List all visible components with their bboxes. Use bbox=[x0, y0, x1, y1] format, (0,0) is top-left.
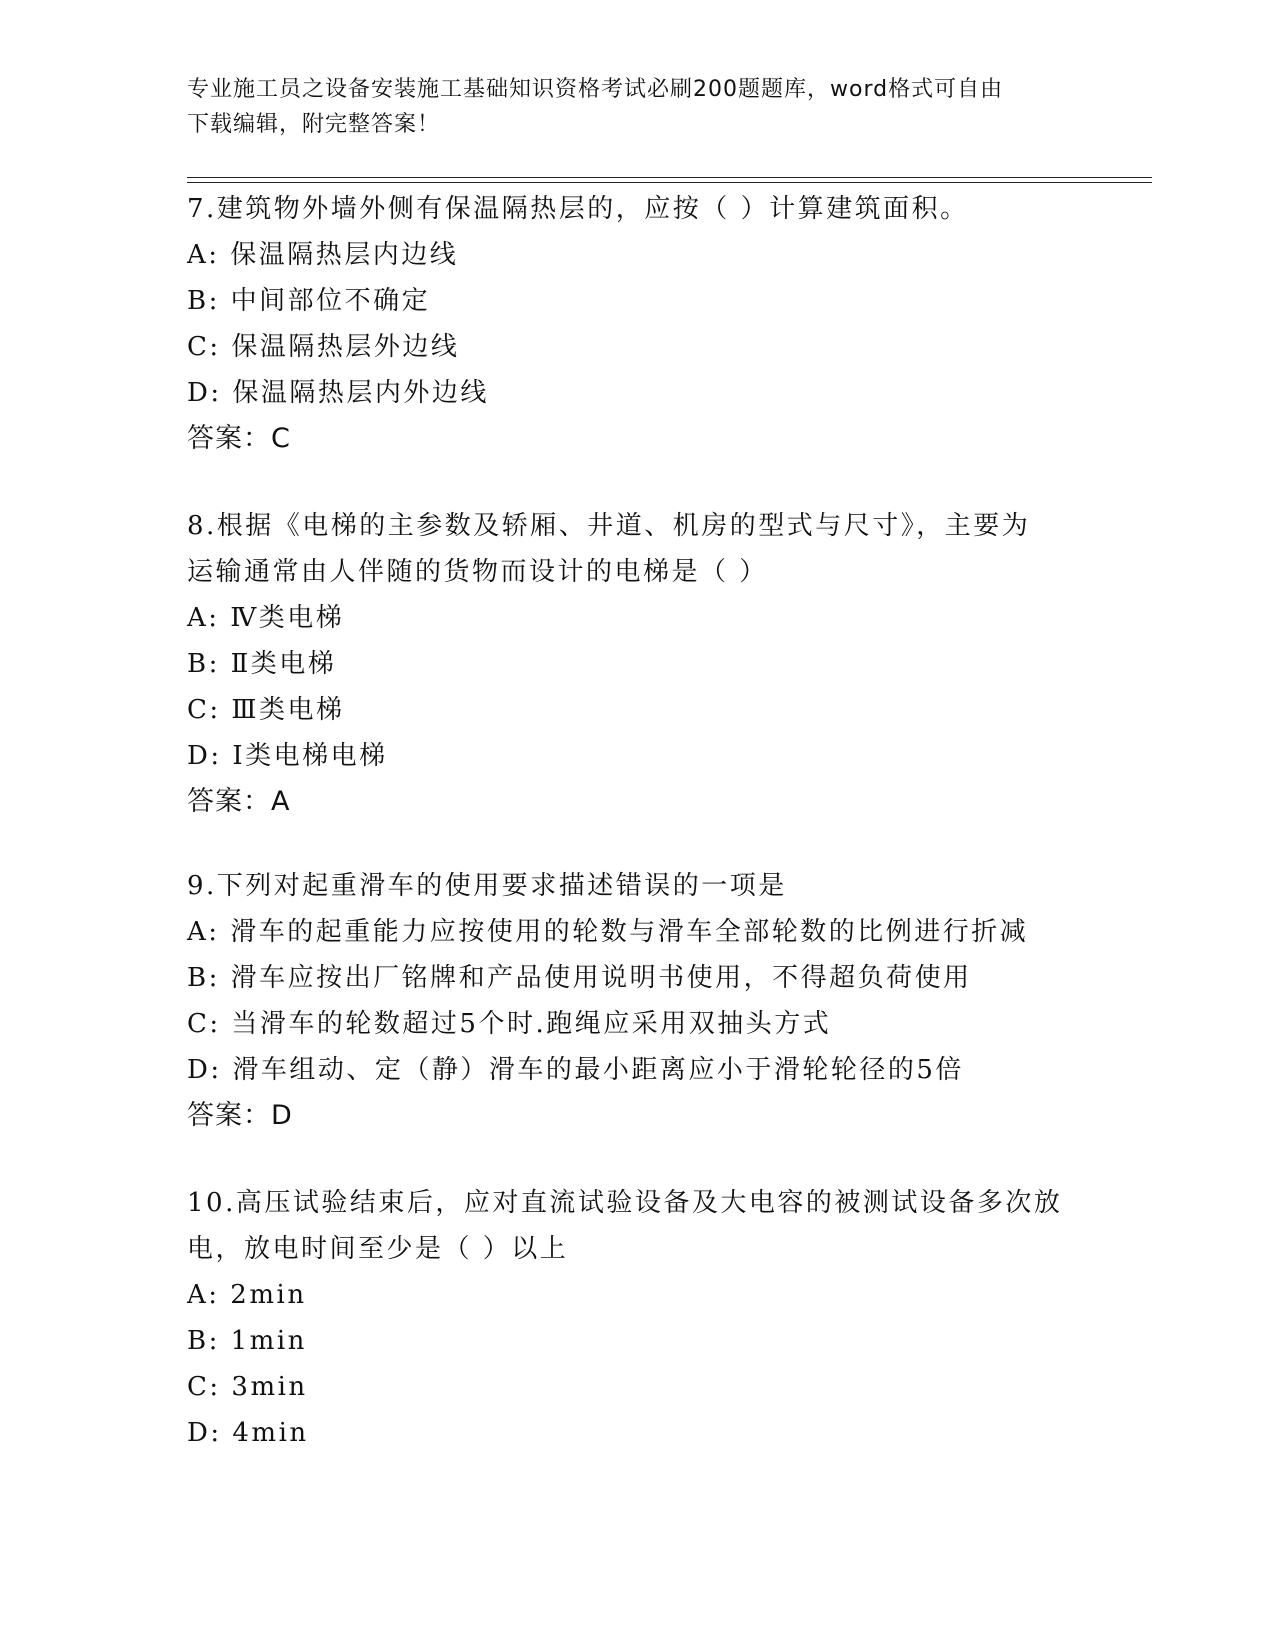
header-line-1: 专业施工员之设备安装施工基础知识资格考试必刷200题题库，word格式可自由 bbox=[187, 77, 1004, 102]
question-text: 7.建筑物外墙外侧有保温隔热层的，应按（ ）计算建筑面积。 bbox=[187, 194, 969, 224]
option-b: B: 1min bbox=[187, 1326, 307, 1356]
question-text-continued: 电，放电时间至少是（ ）以上 bbox=[187, 1234, 569, 1264]
answer: 答案：A bbox=[187, 786, 291, 817]
option-a: A: 保温隔热层内边线 bbox=[187, 240, 459, 270]
document-header bbox=[187, 72, 1087, 142]
option-c: C: 当滑车的轮数超过5个时.跑绳应采用双抽头方式 bbox=[187, 1009, 832, 1039]
question-8 bbox=[187, 503, 1107, 825]
option-c: C: 3min bbox=[187, 1372, 308, 1402]
header-divider-bottom bbox=[187, 182, 1152, 183]
header-line-2: 下载编辑，附完整答案！ bbox=[187, 112, 441, 137]
option-a: A: 2min bbox=[187, 1280, 307, 1310]
question-text: 10.高压试验结束后，应对直流试验设备及大电容的被测试设备多次放 bbox=[187, 1188, 1063, 1218]
answer: 答案：C bbox=[187, 423, 291, 454]
option-d: D: 保温隔热层内外边线 bbox=[187, 378, 489, 408]
option-d: D: Ⅰ类电梯电梯 bbox=[187, 741, 388, 771]
option-b: B: 滑车应按出厂铭牌和产品使用说明书使用，不得超负荷使用 bbox=[187, 963, 972, 993]
question-9 bbox=[187, 863, 1107, 1139]
option-a: A: 滑车的起重能力应按使用的轮数与滑车全部轮数的比例进行折减 bbox=[187, 917, 1029, 947]
question-text: 8.根据《电梯的主参数及轿厢、井道、机房的型式与尺寸》，主要为 bbox=[187, 511, 1031, 541]
option-d: D: 4min bbox=[187, 1418, 309, 1448]
header-divider-top bbox=[187, 177, 1152, 178]
option-b: B: 中间部位不确定 bbox=[187, 286, 431, 316]
question-text-continued: 运输通常由人伴随的货物而设计的电梯是（ ） bbox=[187, 557, 768, 587]
question-text: 9.下列对起重滑车的使用要求描述错误的一项是 bbox=[187, 871, 787, 901]
option-d: D: 滑车组动、定（静）滑车的最小距离应小于滑轮轮径的5倍 bbox=[187, 1055, 964, 1085]
option-b: B: Ⅱ类电梯 bbox=[187, 649, 337, 679]
answer: 答案：D bbox=[187, 1100, 293, 1131]
question-7 bbox=[187, 186, 1107, 462]
question-10 bbox=[187, 1180, 1107, 1456]
option-c: C: Ⅲ类电梯 bbox=[187, 695, 345, 725]
option-a: A: Ⅳ类电梯 bbox=[187, 603, 345, 633]
option-c: C: 保温隔热层外边线 bbox=[187, 332, 460, 362]
